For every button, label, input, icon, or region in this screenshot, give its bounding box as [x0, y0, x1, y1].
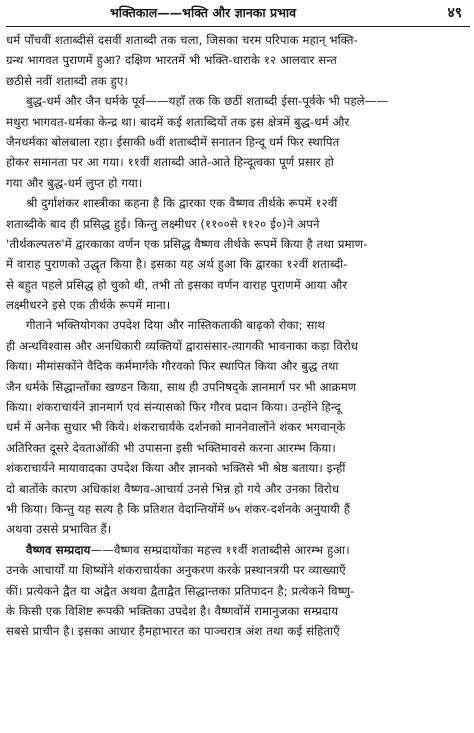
- text-line: [6, 173, 470, 193]
- running-title: भक्तिकाल——भक्ति और ज्ञानका प्रभाव: [110, 5, 297, 20]
- line-text: जैन धर्मके सिद्धान्तोंका खण्डन किया, साथ ही उपनिषद्के ज्ञानमार्ग पर भी आक्रमण: [6, 379, 357, 394]
- text-line: [6, 132, 470, 152]
- line-text: कीं। प्रत्येकने द्वैत या अद्वैत अथवा द्वैताद्वैत सिद्धान्तका प्रतिपादन है; प्रत्येकने विष्णु-: [6, 583, 355, 598]
- text-line: [6, 152, 470, 172]
- text-line: [6, 356, 470, 376]
- line-text: ही अन्धविश्वास और अनधिकारी व्यक्तियों द्वारासंसार-त्यागकी भावनाका कड़ा विरोध: [6, 338, 359, 353]
- text-line: [6, 540, 470, 560]
- line-text: ——वैष्णव सम्प्रदायोंका महत्त्व ११वीं शताब्दीसे आरम्भ हुआ।: [90, 542, 350, 557]
- line-text: लक्ष्मीधरने इसे एक तीर्थके रूपमें माना।: [6, 298, 171, 313]
- line-text: से बहुत पहले प्रसिद्ध हो चुको थी, तभी तो इसका वर्णन वाराह पुराणमें आया और: [6, 277, 348, 292]
- line-text: श्री दुर्गाशंकर शास्त्रीका कहना है कि द्वारका एक वैष्णव तीर्थके रूपमें १२वीं: [26, 196, 338, 211]
- text-line: [6, 560, 470, 580]
- text-line: [6, 417, 470, 437]
- line-text: बुद्ध-धर्म और जैन धर्मके पूर्व——यहाँ तक कि छठीं शताब्दी ईसा-पूर्वके भी पहले——: [26, 94, 389, 109]
- text-line: [6, 193, 470, 213]
- page-header: [6, 4, 470, 27]
- text-line: [6, 499, 470, 519]
- line-text: गया और बुद्ध-धर्म लुप्त हो गया।: [6, 175, 143, 190]
- section-lead: वैष्णव सम्प्रदाय: [26, 542, 91, 557]
- line-text: किया। शंकराचार्यने ज्ञानमार्ग एवं संन्यासको फिर गौरव प्रदान किया। उन्होंने हिन्दू: [6, 400, 341, 415]
- body-text: [6, 30, 470, 642]
- line-text: उनके आचार्यों या शिष्योंने शंकराचार्यका अनुकरण करके प्रस्थानत्रयी पर व्याख्याएँ: [6, 563, 346, 578]
- text-line: [6, 458, 470, 478]
- text-line: [6, 479, 470, 499]
- text-line: [6, 71, 470, 91]
- line-text: सबसे प्राचीन है। इसका आधार हैमहाभारत का पाञ्चरात्र अंश तथा कई संहिताएँ: [6, 624, 340, 639]
- line-text: के किसी एक विशिष्ट रूपकी भक्तिका उपदेश है। वैष्णवोंमें रामानुजका सम्प्रदाय: [6, 603, 339, 618]
- text-line: [6, 519, 470, 539]
- line-text: ग्रन्थ भागवत पुराणमें हुआ? दक्षिण भारतमें भी भक्ति-धाराके १२ आलवार सन्त: [6, 53, 337, 68]
- line-text: 'तीर्थकल्पतरु'में द्वारकाका वर्णन एक प्रसिद्ध वैष्णव तीर्थके रूपमें किया है तथा प्रमाण-: [6, 236, 368, 251]
- line-text: छठीसे नवीं शताब्दी तक हुए।: [6, 73, 129, 88]
- line-text: किया। मीमांसकोंने वैदिक कर्ममार्गके गौरवको फिर स्थापित किया और बुद्ध तथा: [6, 359, 339, 374]
- text-line: [6, 581, 470, 601]
- text-line: [6, 601, 470, 621]
- page-number: ४९: [447, 5, 462, 21]
- line-text: धर्म में अनेक सुधार भी किये। शंकराचार्यके दर्शनको माननेवालोंने शंकर भगवान्‌के: [6, 420, 346, 435]
- text-line: [6, 336, 470, 356]
- line-text: भी किया। किन्तु यह सत्य है कि प्रतिशत वेदान्तियोंमें ७५ शंकर-दर्शनके अनुयायी हैं: [6, 501, 351, 516]
- text-line: [6, 112, 470, 132]
- text-line: [6, 30, 470, 50]
- text-line: [6, 275, 470, 295]
- text-line: [6, 50, 470, 70]
- text-line: [6, 438, 470, 458]
- line-text: होकर समानता पर आ गया। ११वीं शताब्दी आते-आते हिन्दूत्वका पूर्ण प्रसार हो: [6, 155, 334, 170]
- line-text: दो बातोंके कारण अधिकांश वैष्णव-आचार्य उनसे भिन्न हो गये और उनका विरोध: [6, 481, 340, 496]
- line-text: अतिरिक्त दूसरे देवताओंकी भी उपासना इसी भक्तिमावसे करना आरम्भ किया।: [6, 440, 336, 455]
- line-text: शताब्दीके बाद ही प्रसिद्ध हुई। किन्तु लक्ष्मीधर (११००से ११२० ई०)ने अपने: [6, 216, 320, 231]
- line-text: धर्म पाँचवीं शताब्दीसे दसवीं शताब्दी तक चला, जिसका चरम परिपाक महान् भक्ति-: [6, 33, 358, 47]
- line-text: मथुरा भागवत-धर्मका केन्द्र था। बादमें कई शताब्दियों तक इस क्षेत्रमें बुद्ध-धर्म और: [6, 114, 350, 129]
- line-text: अथवा उससे प्रभावित हैं।: [6, 522, 112, 537]
- text-line: [6, 254, 470, 274]
- line-text: में वाराह पुराणको उद्धृत किया है। इसका यह अर्थ हुआ कि द्वारका १२वीं शताब्दी-: [6, 257, 348, 272]
- line-text: शंकराचार्यने मायावादका उपदेश किया और ज्ञानको भक्तिसे भी श्रेष्ठ बताया। इन्हीं: [6, 461, 346, 476]
- text-line: [6, 91, 470, 111]
- text-line: [6, 214, 470, 234]
- line-text: गीताने भक्तियोगका उपदेश दिया और नास्तिकताकी बाढ़को रोका; साथ: [26, 318, 326, 333]
- text-line: [6, 295, 470, 315]
- line-text: जैनधर्मका बोलबाला रहा। ईसाकी ७वीं शताब्दीमें सनातन हिन्दू धर्म फिर स्थापित: [6, 134, 340, 149]
- text-line: [6, 234, 470, 254]
- text-line: [6, 315, 470, 335]
- text-line: [6, 621, 470, 641]
- text-line: [6, 397, 470, 417]
- text-line: [6, 377, 470, 397]
